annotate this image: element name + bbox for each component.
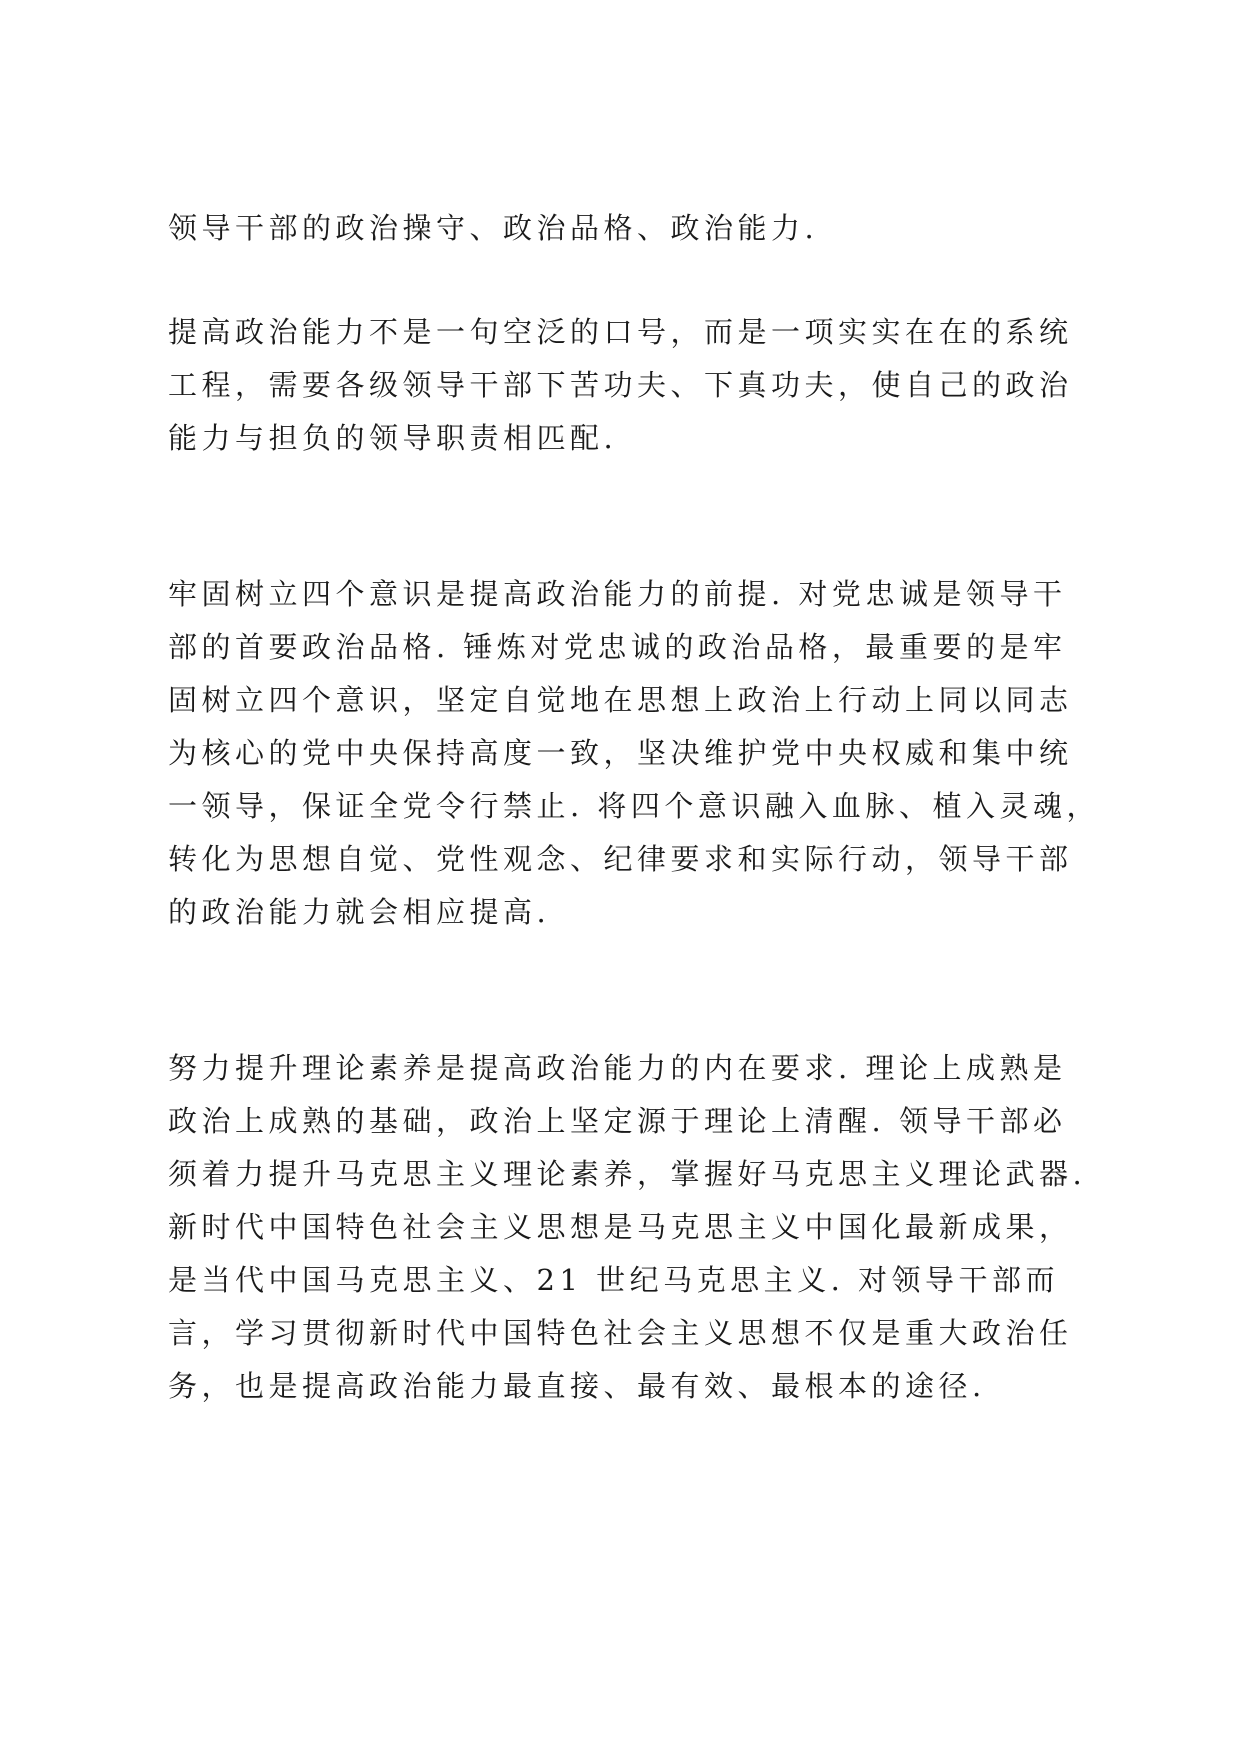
paragraph-3-line-7: 的政治能力就会相应提高.: [168, 895, 551, 929]
paragraph-4-line-1: 努力提升理论素养是提高政治能力的内在要求. 理论上成熟是: [168, 1051, 1067, 1085]
paragraph-4-line-7: 务，也是提高政治能力最直接、最有效、最根本的途径.: [168, 1369, 986, 1403]
paragraph-1-line-1: 领导干部的政治操守、政治品格、政治能力.: [168, 211, 819, 245]
paragraph-2-line-2: 工程，需要各级领导干部下苦功夫、下真功夫，使自己的政治: [168, 368, 1073, 402]
paragraph-4-line-2: 政治上成熟的基础，政治上坚定源于理论上清醒. 领导干部必: [168, 1104, 1067, 1138]
paragraph-4-line-4: 新时代中国特色社会主义思想是马克思主义中国化最新成果，: [168, 1210, 1073, 1244]
paragraph-3-line-6: 转化为思想自觉、党性观念、纪律要求和实际行动，领导干部: [168, 842, 1073, 876]
paragraph-3-line-4: 为核心的党中央保持高度一致，坚决维护党中央权威和集中统: [168, 736, 1073, 770]
paragraph-4-line-6: 言，学习贯彻新时代中国特色社会主义思想不仅是重大政治任: [168, 1316, 1073, 1350]
paragraph-4-line-3: 须着力提升马克思主义理论素养，掌握好马克思主义理论武器.: [168, 1157, 1087, 1191]
paragraph-3-line-3: 固树立四个意识，坚定自觉地在思想上政治上行动上同以同志: [168, 683, 1073, 717]
paragraph-3-line-5: 一领导，保证全党令行禁止. 将四个意识融入血脉、植入灵魂，: [168, 789, 1100, 823]
paragraph-3-line-1: 牢固树立四个意识是提高政治能力的前提. 对党忠诚是领导干: [168, 577, 1067, 611]
paragraph-4-line-5: 是当代中国马克思主义、21 世纪马克思主义. 对领导干部而: [168, 1263, 1060, 1297]
paragraph-3-line-2: 部的首要政治品格. 锤炼对党忠诚的政治品格，最重要的是牢: [168, 630, 1067, 664]
paragraph-2-line-3: 能力与担负的领导职责相匹配.: [168, 421, 618, 455]
paragraph-2-line-1: 提高政治能力不是一句空泛的口号，而是一项实实在在的系统: [168, 315, 1073, 349]
